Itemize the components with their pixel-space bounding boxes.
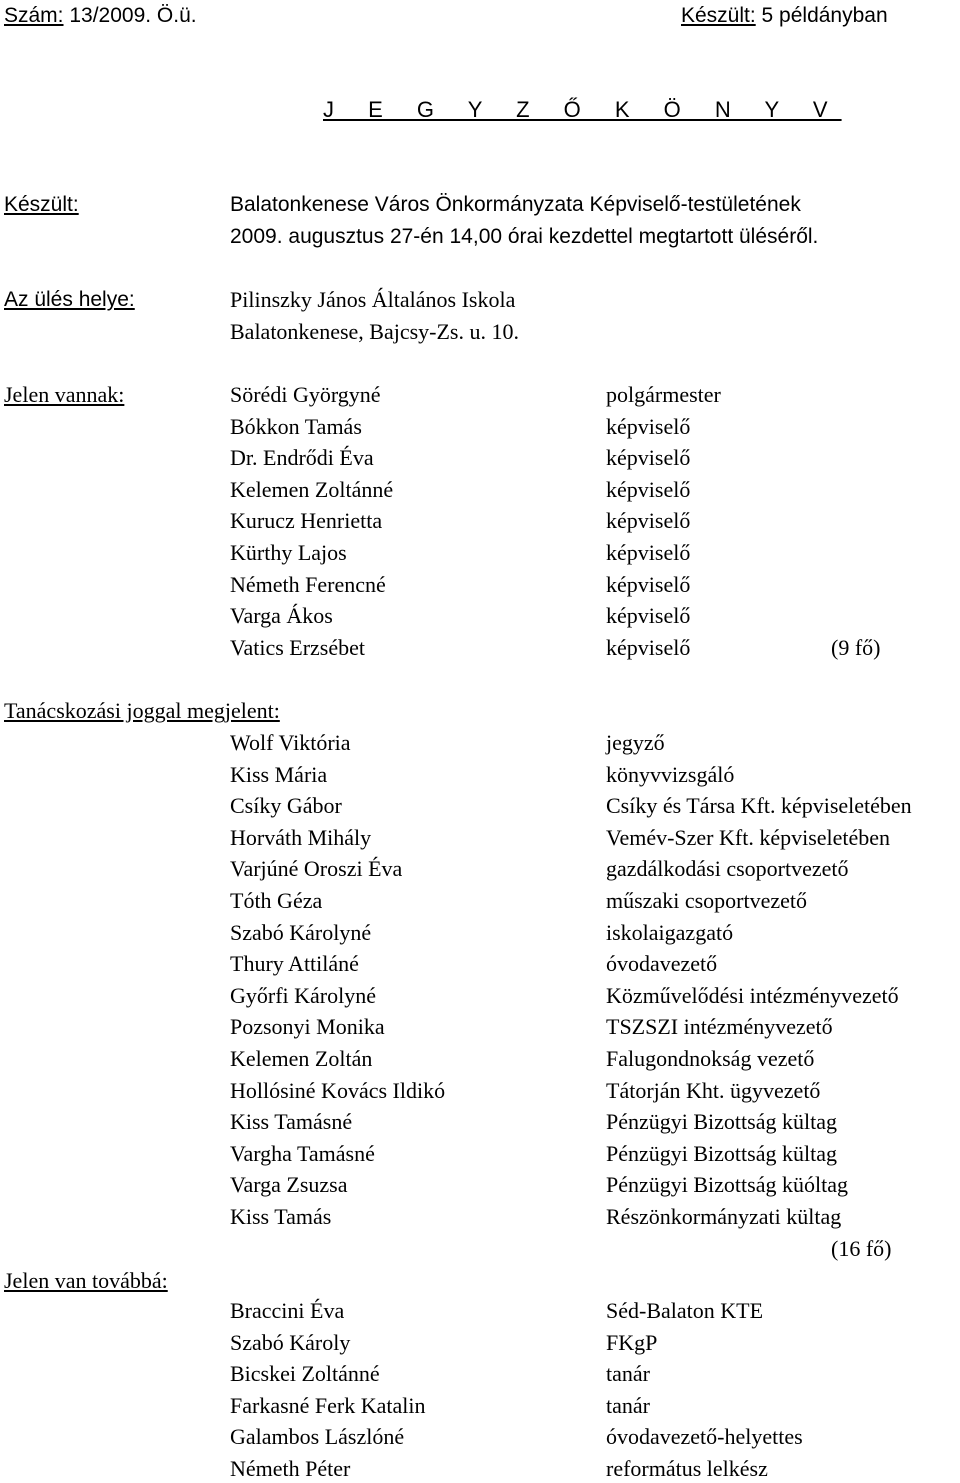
member-name: Dr. Endrődi Éva	[230, 445, 374, 471]
member-role: képviselő	[606, 571, 691, 597]
member-name: Pozsonyi Monika	[230, 1014, 385, 1040]
member-role: iskolaigazgató	[606, 919, 734, 945]
doc-number-label: Szám:	[4, 4, 64, 27]
member-name: Kelemen Zoltán	[230, 1046, 373, 1071]
member-name: Galambos Lászlóné	[230, 1424, 405, 1450]
member-name: Szabó Károlyné	[230, 919, 372, 945]
venue-line-2: Balatonkenese, Bajcsy-Zs. u. 10.	[230, 319, 519, 344]
member-name: Sörédi Györgyné	[230, 382, 381, 407]
member-name: Thury Attiláné	[230, 951, 359, 977]
member-name: Vatics Erzsébet	[230, 634, 365, 660]
doc-number-value: 13/2009. Ö.ü.	[63, 4, 197, 27]
member-name: Kurucz Henrietta	[230, 508, 383, 534]
member-role: Közművelődési intézményvezető	[606, 982, 899, 1008]
member-name: Kiss Mária	[230, 761, 328, 787]
member-role: képviselő	[606, 476, 691, 502]
copies	[681, 2, 888, 30]
member-name: Kiss Tamás	[230, 1204, 332, 1229]
member-role: gazdálkodási csoportvezető	[606, 856, 849, 882]
member-role: képviselő	[606, 634, 691, 660]
member-role: Részönkormányzati kültag	[606, 1204, 842, 1229]
member-name: Braccini Éva	[230, 1298, 345, 1323]
member-role: polgármester	[606, 382, 721, 407]
member-role: Pénzügyi Bizottság kültag	[606, 1140, 837, 1166]
also-present-label: Jelen van továbbá:	[4, 1268, 168, 1293]
member-role: Pénzügyi Bizottság kültag	[606, 1109, 837, 1135]
member-name: Hollósiné Kovács Ildikó	[230, 1077, 446, 1103]
member-role: FKgP	[606, 1329, 658, 1355]
copies-value: 5 példányban	[755, 4, 888, 27]
advisory-count: (16 fő)	[831, 1236, 892, 1261]
member-name: Csíky Gábor	[230, 793, 342, 819]
member-role: Pénzügyi Bizottság küóltag	[606, 1172, 848, 1198]
prepared-line-2: 2009. augusztus 27-én 14,00 órai kezdettel megtartott üléséről.	[230, 225, 819, 248]
member-role: tanár	[606, 1392, 650, 1418]
venue-label: Az ülés helye:	[4, 288, 135, 311]
member-name: Wolf Viktória	[230, 730, 351, 755]
member-role: TSZSZI intézményvezető	[606, 1014, 833, 1040]
member-role: képviselő	[606, 603, 691, 629]
member-role: Csíky és Társa Kft. képviseletében	[606, 793, 912, 819]
member-role: képviselő	[606, 540, 691, 565]
present-label: Jelen vannak:	[4, 382, 125, 407]
member-name: Farkasné Ferk Katalin	[230, 1392, 426, 1418]
member-role: Falugondnokság vezető	[606, 1046, 815, 1071]
member-name: Varga Zsuzsa	[230, 1172, 348, 1198]
member-role: református lelkész	[606, 1456, 768, 1481]
present-count: (9 fő)	[831, 635, 881, 660]
member-role: Vemév-Szer Kft. képviseletében	[606, 824, 891, 850]
copies-label: Készült:	[681, 4, 756, 27]
member-name: Bicskei Zoltánné	[230, 1361, 380, 1387]
member-role: Tátorján Kht. ügyvezető	[606, 1077, 821, 1103]
member-name: Vargha Tamásné	[230, 1140, 375, 1166]
member-role: tanár	[606, 1361, 650, 1387]
member-role: képviselő	[606, 413, 691, 439]
prepared-line-1: Balatonkenese Város Önkormányzata Képviselő-testületének	[230, 193, 801, 216]
member-role: Séd-Balaton KTE	[606, 1298, 764, 1323]
member-name: Németh Ferencné	[230, 571, 386, 597]
member-name: Szabó Károly	[230, 1329, 351, 1355]
member-name: Varga Ákos	[230, 603, 333, 629]
member-name: Németh Péter	[230, 1456, 351, 1481]
advisory-label: Tanácskozási joggal megjelent:	[4, 698, 280, 723]
member-name: Tóth Géza	[230, 888, 323, 913]
member-role: könyvvizsgáló	[606, 761, 735, 787]
member-role: óvodavezető-helyettes	[606, 1424, 803, 1450]
member-role: képviselő	[606, 445, 691, 471]
member-name: Bókkon Tamás	[230, 413, 362, 439]
document-title: J E G Y Z Ő K Ö N Y V	[323, 97, 842, 122]
member-role: óvodavezető	[606, 951, 718, 977]
member-role: jegyző	[606, 730, 665, 755]
venue-line-1: Pilinszky János Általános Iskola	[230, 287, 516, 312]
member-name: Kürthy Lajos	[230, 540, 347, 565]
doc-number	[4, 2, 197, 30]
member-name: Kelemen Zoltánné	[230, 476, 394, 502]
member-name: Varjúné Oroszi Éva	[230, 856, 403, 882]
member-role: képviselő	[606, 508, 691, 534]
member-name: Horváth Mihály	[230, 824, 372, 850]
member-name: Kiss Tamásné	[230, 1109, 353, 1135]
member-role: műszaki csoportvezető	[606, 888, 807, 913]
member-name: Győrfi Károlyné	[230, 982, 377, 1008]
prepared-label: Készült:	[4, 193, 79, 216]
